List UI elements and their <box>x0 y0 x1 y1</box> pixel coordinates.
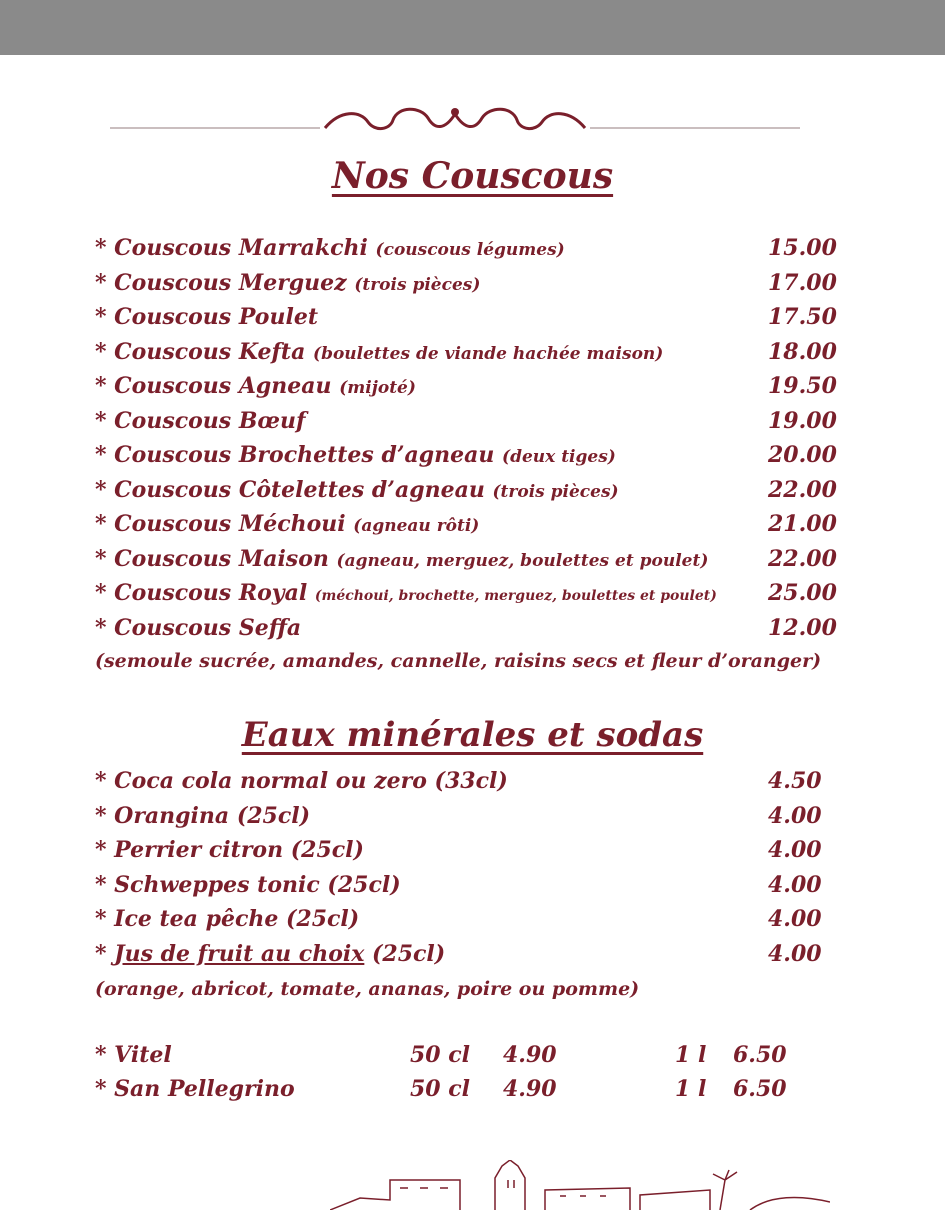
drinks-title: Eaux minérales et sodas <box>241 715 704 755</box>
water-list <box>95 1042 855 1110</box>
item-price: 20.00 <box>768 442 837 468</box>
item-name: * Ice tea pêche (25cl) <box>95 906 360 932</box>
item-price: 4.00 <box>768 871 822 898</box>
item-name: * Couscous Seffa <box>95 614 302 641</box>
menu-item <box>95 803 845 838</box>
menu-item <box>95 235 845 270</box>
item-name: * Couscous Poulet <box>95 304 318 330</box>
water-price: 4.90 <box>503 1076 557 1102</box>
water-size: 1 l <box>675 1076 707 1102</box>
item-price: 4.00 <box>768 802 822 829</box>
item-price: 4.00 <box>768 906 822 932</box>
water-price: 6.50 <box>733 1076 787 1102</box>
item-name: * Couscous Brochettes d’agneau <box>95 442 495 468</box>
menu-item <box>95 941 845 976</box>
item-name: * Couscous Royal <box>95 580 308 606</box>
item-name: * Schweppes tonic (25cl) <box>95 871 401 898</box>
item-price: 19.00 <box>768 407 837 434</box>
item-name: * Orangina (25cl) <box>95 802 311 829</box>
water-row <box>95 1076 855 1110</box>
item-price: 18.00 <box>768 338 837 365</box>
item-size: (25cl) <box>364 940 446 967</box>
item-description: (trois pièces) <box>492 481 619 502</box>
town-sketch-illustration <box>330 1160 830 1210</box>
item-price: 17.50 <box>768 304 837 330</box>
water-size: 50 cl <box>410 1076 471 1102</box>
item-name: * Couscous Méchoui <box>95 511 346 537</box>
menu-item <box>95 339 845 374</box>
item-description: (trois pièces) <box>354 274 481 295</box>
item-price: 22.00 <box>768 476 837 503</box>
item-name: * Couscous Marrakchi <box>95 235 368 261</box>
item-price: 19.50 <box>768 373 837 399</box>
item-price: 4.00 <box>768 837 822 863</box>
seffa-note: (semoule sucrée, amandes, cannelle, raisins secs et fleur d’oranger) <box>95 650 822 672</box>
drinks-list <box>95 768 845 975</box>
water-size: 50 cl <box>410 1042 471 1068</box>
item-bullet: * <box>95 940 115 967</box>
menu-item <box>95 546 845 581</box>
item-name: * Couscous Merguez <box>95 269 347 296</box>
menu-item <box>95 477 845 512</box>
menu-item <box>95 906 845 941</box>
item-name: * Coca cola normal ou zero (33cl) <box>95 768 508 794</box>
water-size: 1 l <box>675 1042 707 1068</box>
decorative-flourish <box>110 100 800 140</box>
menu-item <box>95 270 845 305</box>
item-price: 22.00 <box>768 545 837 572</box>
item-description: (mijoté) <box>339 378 416 398</box>
menu-item <box>95 872 845 907</box>
water-name: * Vitel <box>95 1042 172 1068</box>
menu-item <box>95 373 845 408</box>
item-price: 12.00 <box>768 614 837 641</box>
couscous-title: Nos Couscous <box>331 155 614 197</box>
water-price: 4.90 <box>503 1042 557 1068</box>
item-description: (deux tiges) <box>502 447 616 467</box>
item-name: * Couscous Agneau <box>95 373 332 399</box>
item-price: 4.50 <box>768 768 822 794</box>
menu-item <box>95 408 845 443</box>
item-price: 21.00 <box>768 511 837 537</box>
item-name: * Couscous Bœuf <box>95 407 306 434</box>
menu-item <box>95 768 845 803</box>
menu-item <box>95 511 845 546</box>
item-description: (boulettes de viande hachée maison) <box>313 343 664 364</box>
item-name: * Couscous Côtelettes d’agneau <box>95 476 485 503</box>
couscous-list <box>95 235 845 649</box>
menu-item <box>95 304 845 339</box>
top-bar <box>0 0 945 55</box>
item-description: (couscous légumes) <box>375 240 565 260</box>
water-name: * San Pellegrino <box>95 1076 295 1102</box>
water-price: 6.50 <box>733 1042 787 1068</box>
item-name: * Perrier citron (25cl) <box>95 837 364 863</box>
item-description: (méchoui, brochette, merguez, boulettes et poulet) <box>314 588 717 604</box>
item-price: 4.00 <box>768 940 822 967</box>
menu-item <box>95 837 845 872</box>
menu-item <box>95 442 845 477</box>
juice-note: (orange, abricot, tomate, ananas, poire ou pomme) <box>95 978 640 1000</box>
item-price: 17.00 <box>768 269 837 296</box>
menu-item <box>95 615 845 650</box>
item-name: Jus de fruit au choix <box>114 940 365 967</box>
item-name: * Couscous Kefta <box>95 338 306 365</box>
item-price: 25.00 <box>768 580 837 606</box>
item-description: (agneau rôti) <box>353 516 480 536</box>
item-price: 15.00 <box>768 235 837 261</box>
menu-item <box>95 580 845 615</box>
item-name: * Couscous Maison <box>95 545 329 572</box>
water-row <box>95 1042 855 1076</box>
item-description: (agneau, merguez, boulettes et poulet) <box>336 550 709 571</box>
